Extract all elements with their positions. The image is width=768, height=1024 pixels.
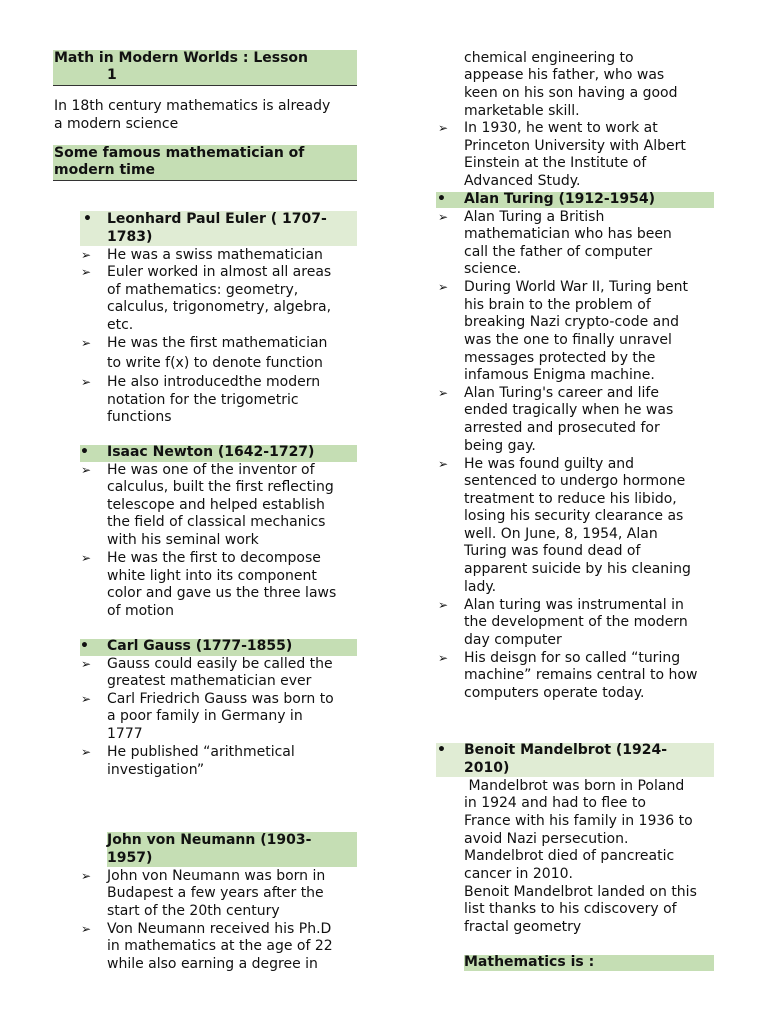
mandelbrot-line4: avoid Nazi persecution. [464,831,629,847]
turing-point-2-line2: his brain to the problem of [464,297,651,313]
neumann-cont-line4: marketable skill. [464,103,580,119]
turing-point-1-line1: Alan Turing a British [464,209,605,225]
neumann-point-3-line3: Einstein at the Institute of [464,155,647,171]
euler-point-2-line4: etc. [107,317,134,333]
section-heading-line1: Some famous mathematician of [54,145,305,161]
gauss-point-3-line1: He published “arithmetical [107,744,295,760]
euler-point-3-line2: to write f(x) to denote function [107,355,323,371]
euler-point-4-line1: He also introducedthe modern [107,374,321,390]
newton-point-1-line1: He was one of the inventor of [107,462,315,478]
newton-bullet: • [80,444,89,460]
euler-point-2-line1: Euler worked in almost all areas [107,264,332,280]
euler-point-4-line2: notation for the trigometric [107,392,299,408]
lesson-title-line1: Math in Modern Worlds : Lesson [54,50,308,66]
mandelbrot-line1: Mandelbrot was born in Poland [464,778,685,794]
arrow-icon: ➢ [438,598,449,612]
neumann-point-1-line3: start of the 20th century [107,903,280,919]
turing-point-1-line2: mathematician who has been [464,226,672,242]
neumann-point-1-line2: Budapest a few years after the [107,885,324,901]
gauss-name: Carl Gauss (1777-1855) [107,638,293,654]
intro-line2: a modern science [54,116,179,132]
turing-point-3-line1: Alan Turing's career and life [464,385,659,401]
neumann-point-2-line1: Von Neumann received his Ph.D [107,921,332,937]
arrow-icon: ➢ [438,280,449,294]
newton-point-1-line3: telescope and helped establish [107,497,325,513]
mandelbrot-line5: Mandelbrot died of pancreatic [464,848,675,864]
mandelbrot-line3: France with his family in 1936 to [464,813,693,829]
section-heading-line2: modern time [54,162,156,178]
arrow-icon: ➢ [81,375,92,389]
neumann-point-3-line2: Princeton University with Albert [464,138,686,154]
gauss-point-1-line2: greatest mathematician ever [107,673,312,689]
turing-point-3-line4: being gay. [464,438,536,454]
turing-point-4-line2: sentenced to undergo hormone [464,473,686,489]
arrow-icon: ➢ [81,248,92,262]
turing-point-3-line3: arrested and prosecuted for [464,420,660,436]
euler-point-2-line3: calculus, trigonometry, algebra, [107,299,332,315]
turing-bullet: • [437,191,446,207]
turing-point-4-line4: losing his security clearance as [464,508,684,524]
arrow-icon: ➢ [81,692,92,706]
turing-point-5-line1: Alan turing was instrumental in [464,597,684,613]
gauss-point-2-line2: a poor family in Germany in [107,708,303,724]
arrow-icon: ➢ [81,869,92,883]
intro-line1: In 18th century mathematics is already [54,98,331,114]
newton-point-1-line2: calculus, built the first reflecting [107,479,334,495]
lesson-title-line2: 1 [107,67,117,83]
mandelbrot-line2: in 1924 and had to flee to [464,795,646,811]
mandelbrot-name-line2: 2010) [464,760,510,776]
gauss-point-2-line1: Carl Friedrich Gauss was born to [107,691,334,707]
neumann-cont-line1: chemical engineering to [464,50,634,66]
arrow-icon: ➢ [81,657,92,671]
neumann-point-1-line1: John von Neumann was born in [107,868,326,884]
neumann-name-line2: 1957) [107,850,153,866]
mandelbrot-line8: list thanks to his cdiscovery of [464,901,677,917]
mandelbrot-line9: fractal geometry [464,919,582,935]
turing-point-1-line3: call the father of computer [464,244,653,260]
neumann-cont-line2: appease his father, who was [464,67,665,83]
arrow-icon: ➢ [81,265,92,279]
arrow-icon: ➢ [81,336,92,350]
neumann-point-2-line2: in mathematics at the age of 22 [107,938,333,954]
arrow-icon: ➢ [81,551,92,565]
mandelbrot-bullet: • [437,742,446,758]
neumann-point-2-line3: while also earning a degree in [107,956,318,972]
arrow-icon: ➢ [438,457,449,471]
euler-name-line2: 1783) [107,229,153,245]
newton-point-2-line2: white light into its component [107,568,317,584]
turing-point-4-line1: He was found guilty and [464,456,635,472]
turing-point-2-line3: breaking Nazi crypto-code and [464,314,680,330]
turing-point-4-line7: apparent suicide by his cleaning [464,561,691,577]
turing-point-6-line1: His deisgn for so called “turing [464,650,681,666]
gauss-point-2-line3: 1777 [107,726,143,742]
newton-name: Isaac Newton (1642-1727) [107,444,315,460]
neumann-cont-line3: keen on his son having a good [464,85,678,101]
arrow-icon: ➢ [438,386,449,400]
turing-point-5-line3: day computer [464,632,562,648]
turing-point-1-line4: science. [464,261,522,277]
neumann-point-3-line1: In 1930, he went to work at [464,120,658,136]
turing-point-6-line2: machine” remains central to how [464,667,698,683]
arrow-icon: ➢ [81,922,92,936]
newton-point-2-line4: of motion [107,603,174,619]
euler-point-2-line2: of mathematics: geometry, [107,282,299,298]
euler-point-1-line1: He was a swiss mathematician [107,247,323,263]
euler-point-4-line3: functions [107,409,172,425]
newton-point-1-line5: with his seminal work [107,532,259,548]
turing-point-2-line5: messages protected by the [464,350,656,366]
euler-name-line1: Leonhard Paul Euler ( 1707- [107,211,327,227]
gauss-bullet: • [80,638,89,654]
arrow-icon: ➢ [438,651,449,665]
turing-name: Alan Turing (1912-1954) [464,191,656,207]
turing-point-4-line6: Turing was found dead of [464,543,641,559]
turing-point-2-line4: was the one to finally unravel [464,332,672,348]
turing-point-4-line3: treatment to reduce his libido, [464,491,677,507]
newton-point-1-line4: the field of classical mechanics [107,514,326,530]
euler-point-3-line1: He was the first mathematician [107,335,328,351]
arrow-icon: ➢ [438,210,449,224]
arrow-icon: ➢ [81,745,92,759]
turing-point-4-line5: well. On June, 8, 1954, Alan [464,526,658,542]
math-is-text: Mathematics is : [464,954,595,970]
arrow-icon: ➢ [438,121,449,135]
gauss-point-3-line2: investigation” [107,762,205,778]
turing-point-4-line8: lady. [464,579,497,595]
turing-point-3-line2: ended tragically when he was [464,402,674,418]
section-heading [53,145,357,181]
lesson-title [53,50,357,86]
turing-point-6-line3: computers operate today. [464,685,645,701]
gauss-point-1-line1: Gauss could easily be called the [107,656,333,672]
turing-point-2-line6: infamous Enigma machine. [464,367,655,383]
mandelbrot-line7: Benoit Mandelbrot landed on this [464,884,697,900]
mandelbrot-line6: cancer in 2010. [464,866,573,882]
newton-point-2-line3: color and gave us the three laws [107,585,337,601]
arrow-icon: ➢ [81,463,92,477]
neumann-point-3-line4: Advanced Study. [464,173,581,189]
newton-point-2-line1: He was the first to decompose [107,550,321,566]
turing-point-5-line2: the development of the modern [464,614,688,630]
neumann-name-line1: John von Neumann (1903- [107,832,312,848]
euler-bullet: • [83,211,92,227]
mandelbrot-name-line1: Benoit Mandelbrot (1924- [464,742,668,758]
turing-point-2-line1: During World War II, Turing bent [464,279,688,295]
